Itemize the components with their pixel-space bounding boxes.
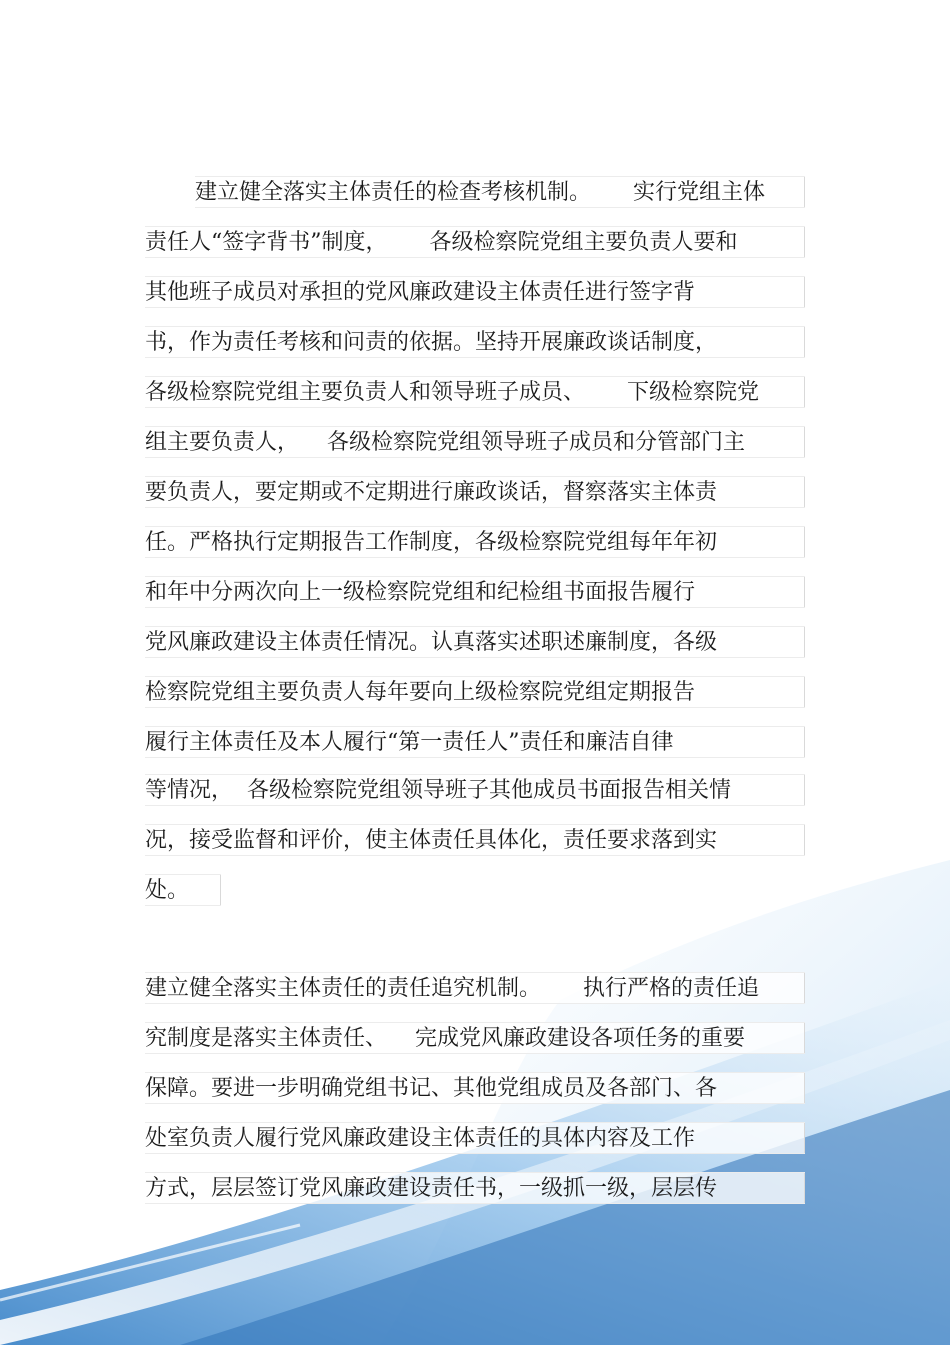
text-line: 处。 xyxy=(145,874,221,906)
text-line: 组主要负责人， 各级检察院党组领导班子成员和分管部门主 xyxy=(145,426,805,458)
text-line: 其他班子成员对承担的党风廉政建设主体责任进行签字背 xyxy=(145,276,805,308)
text-line: 建立健全落实主体责任的责任追究机制。 执行严格的责任追 xyxy=(145,972,805,1004)
text-line: 保障。要进一步明确党组书记、其他党组成员及各部门、各 xyxy=(145,1072,805,1104)
text-line: 等情况， 各级检察院党组领导班子其他成员书面报告相关情 xyxy=(145,774,805,806)
text-line: 书，作为责任考核和问责的依据。坚持开展廉政谈话制度， xyxy=(145,326,805,358)
text-line: 履行主体责任及本人履行“第一责任人”责任和廉洁自律 xyxy=(145,726,805,758)
text-line: 方式，层层签订党风廉政建设责任书，一级抓一级，层层传 xyxy=(145,1172,805,1204)
text-line: 各级检察院党组主要负责人和领导班子成员、 下级检察院党 xyxy=(145,376,805,408)
text-line: 责任人“签字背书”制度， 各级检察院党组主要负责人要和 xyxy=(145,226,805,258)
text-line: 党风廉政建设主体责任情况。认真落实述职述廉制度，各级 xyxy=(145,626,805,658)
text-line: 况，接受监督和评价，使主体责任具体化，责任要求落到实 xyxy=(145,824,805,856)
text-line: 和年中分两次向上一级检察院党组和纪检组书面报告履行 xyxy=(145,576,805,608)
text-line: 究制度是落实主体责任、 完成党风廉政建设各项任务的重要 xyxy=(145,1022,805,1054)
text-line: 检察院党组主要负责人每年要向上级检察院党组定期报告 xyxy=(145,676,805,708)
text-line: 处室负责人履行党风廉政建设主体责任的具体内容及工作 xyxy=(145,1122,805,1154)
text-line: 要负责人，要定期或不定期进行廉政谈话，督察落实主体责 xyxy=(145,476,805,508)
text-line: 建立健全落实主体责任的检查考核机制。 实行党组主体 xyxy=(195,176,805,208)
text-line: 任。严格执行定期报告工作制度，各级检察院党组每年年初 xyxy=(145,526,805,558)
